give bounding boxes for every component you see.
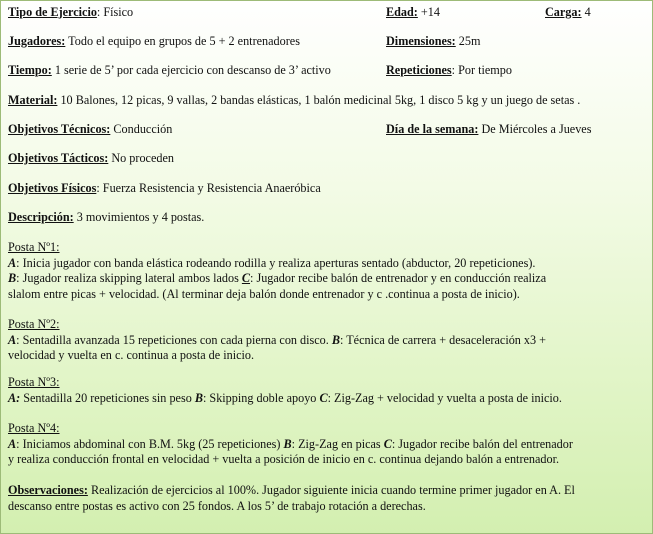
posta-1-a-text: : Inicia jugador con banda elástica rodeando rodilla y realiza aperturas sentado (abductor, 20 repeticiones). xyxy=(16,255,536,270)
obj-tacticos-field xyxy=(8,151,174,166)
observaciones xyxy=(8,483,648,514)
edad-value: +14 xyxy=(417,5,440,19)
posta-2 xyxy=(8,317,648,364)
posta-1-c-text: : Jugador recibe balón de entrenador y en conducción realiza xyxy=(250,271,547,285)
posta-2-title: Posta Nº2: xyxy=(8,317,60,331)
material-field xyxy=(8,93,580,108)
obj-tacticos-value: No proceden xyxy=(108,151,174,165)
observaciones-label: Observaciones: xyxy=(8,483,88,497)
posta-1-a-key: A xyxy=(8,255,17,270)
tiempo-field xyxy=(8,63,331,78)
dia-label: Día de la semana: xyxy=(386,122,479,136)
posta-3-b-key: B xyxy=(194,390,203,405)
observaciones-line2: descanso entre postas es activo con 25 fondos. A los 5’ de trabajo rotación a derechas. xyxy=(8,498,426,513)
posta-4-line2: y realiza conducción frontal en velocidad + vuelta a posición de inicio en c. continua dejando balón a entrenador. xyxy=(8,452,560,466)
posta-3-title: Posta Nº3: xyxy=(8,375,60,389)
obj-tecnicos-field xyxy=(8,122,172,137)
descripcion-field xyxy=(8,210,204,225)
dimensiones-label: Dimensiones: xyxy=(386,34,456,48)
posta-4-title: Posta Nº4: xyxy=(8,421,60,435)
jugadores-field xyxy=(8,34,300,49)
obj-fisicos-label: Objetivos Físicos xyxy=(8,181,97,195)
posta-4-c-key: C xyxy=(383,436,392,451)
tiempo-label: Tiempo: xyxy=(8,63,52,77)
descripcion-value: 3 movimientos y 4 postas. xyxy=(73,210,205,224)
obj-fisicos-field xyxy=(8,181,321,196)
tipo-field xyxy=(8,5,133,20)
posta-2-b-text: : Técnica de carrera + desaceleración x3 + xyxy=(340,332,547,347)
descripcion-label: Descripción: xyxy=(8,210,74,224)
posta-2-b-key: B xyxy=(331,332,341,347)
posta-1-title: Posta Nº1: xyxy=(8,240,60,254)
dimensiones-field xyxy=(386,34,480,49)
posta-4-a-text: : Iniciamos abdominal con B.M. 5kg (25 repeticiones) xyxy=(16,436,284,451)
posta-2-a-text: : Sentadilla avanzada 15 repeticiones con cada pierna con disco. xyxy=(16,332,332,347)
carga-field xyxy=(545,5,591,20)
repeticiones-value: : Por tiempo xyxy=(451,63,512,77)
posta-3-b-text: : Skipping doble apoyo xyxy=(202,390,320,405)
edad-label: Edad: xyxy=(386,5,418,19)
obj-tecnicos-value: Conducción xyxy=(110,122,173,136)
tipo-value: : Físico xyxy=(96,5,134,19)
dia-field xyxy=(386,122,591,137)
posta-1-line3: slalom entre picas + velocidad. (Al terminar deja balón donde entrenador y c .continua a posta de inicio). xyxy=(8,286,520,301)
observaciones-line1: Realización de ejercicios al 100%. Jugador siguiente inicia cuando termine primer jugador en A. El xyxy=(87,483,575,497)
posta-1 xyxy=(8,240,648,302)
material-label: Material: xyxy=(8,93,58,107)
posta-2-a-key: A xyxy=(8,332,17,347)
tiempo-value: 1 serie de 5’ por cada ejercicio con descanso de 3’ activo xyxy=(51,63,331,77)
posta-4 xyxy=(8,421,648,468)
posta-4-a-key: A xyxy=(8,436,17,451)
carga-label: Carga: xyxy=(545,5,582,19)
jugadores-value: Todo el equipo en grupos de 5 + 2 entrenadores xyxy=(65,34,300,48)
dimensiones-value: 25m xyxy=(455,34,481,48)
edad-field xyxy=(386,5,440,20)
obj-fisicos-value: : Fuerza Resistencia y Resistencia Anaeróbica xyxy=(96,181,321,195)
posta-3-c-text: : Zig-Zag + velocidad y vuelta a posta de inicio. xyxy=(327,390,562,405)
posta-3 xyxy=(8,375,648,406)
repeticiones-field xyxy=(386,63,512,78)
posta-2-line2: velocidad y vuelta en c. continua a posta de inicio. xyxy=(8,348,255,362)
posta-4-b-key: B xyxy=(283,436,292,451)
dia-value: De Miércoles a Jueves xyxy=(478,122,592,136)
posta-3-a-text: Sentadilla 20 repeticiones sin peso xyxy=(20,390,195,405)
tipo-label: Tipo de Ejercicio xyxy=(8,5,97,19)
posta-1-b-key: B xyxy=(8,271,17,285)
posta-1-c-key: C xyxy=(241,271,251,285)
material-value: 10 Balones, 12 picas, 9 vallas, 2 bandas elásticas, 1 balón medicinal 5kg, 1 disco 5 kg y un juego de setas . xyxy=(57,93,581,107)
posta-3-c-key: C xyxy=(319,390,328,405)
jugadores-label: Jugadores: xyxy=(8,34,66,48)
posta-4-b-text: : Zig-Zag en picas xyxy=(291,436,384,451)
carga-value: 4 xyxy=(581,5,591,19)
obj-tecnicos-label: Objetivos Técnicos: xyxy=(8,122,111,136)
posta-4-c-text: : Jugador recibe balón del entrenador xyxy=(391,436,573,451)
posta-3-a-key: A: xyxy=(8,390,21,405)
repeticiones-label: Repeticiones xyxy=(386,63,452,77)
posta-1-b-text: : Jugador realiza skipping lateral ambos lados xyxy=(16,271,242,285)
obj-tacticos-label: Objetivos Tácticos: xyxy=(8,151,109,165)
